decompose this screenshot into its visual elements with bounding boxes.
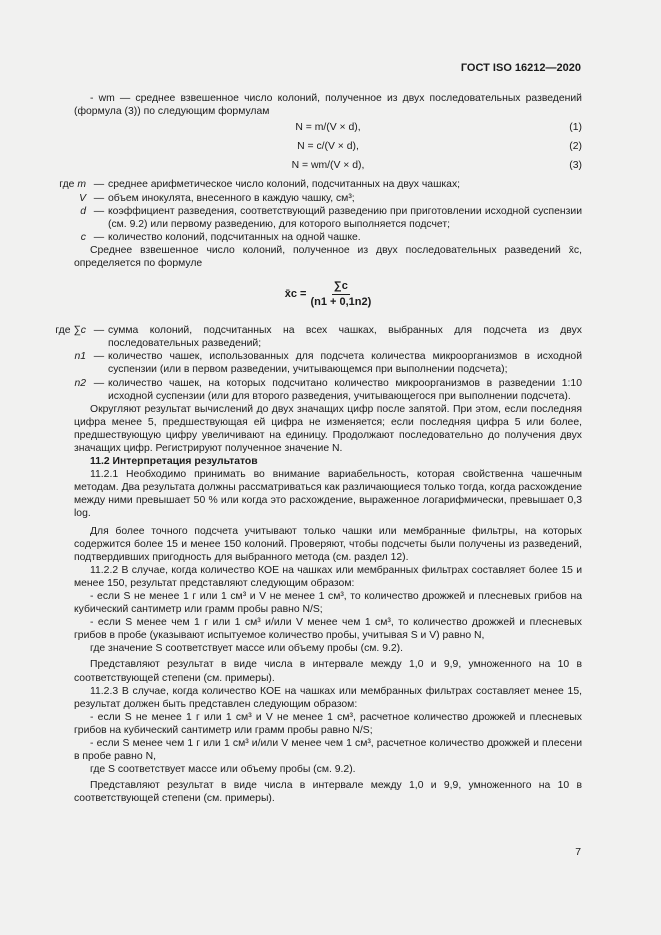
definition-symbol: n1 (74, 351, 86, 363)
equation-number: (2) (569, 141, 582, 153)
section-title: 11.2 Интерпретация результатов (90, 456, 258, 468)
definition-text: объем инокулята, внесенного в каждую чашку, см³; (108, 192, 355, 204)
equation-formula: N = c/(V × d), (297, 141, 359, 153)
equation-3 (74, 159, 582, 172)
definition-symbol: d (80, 205, 86, 217)
definition-symbol: ∑c (73, 325, 86, 337)
paragraph-11-2-3: 11.2.3 В случае, когда количество КОЕ на чашках или мембранных фильтрах составляет менее 15, результат должен быть представлен следующим образом: (74, 685, 582, 710)
paragraph: - если S не менее 1 г или 1 см³ и V не менее 1 см³, то количество дрожжей и плесневых грибов на кубический сантиметр или грамм пробы равно N/S; (74, 591, 582, 616)
document-id: ГОСТ ISO 16212—2020 (460, 62, 581, 74)
definition-text: среднее арифметическое число колоний, подсчитанных на двух чашках; (108, 179, 461, 191)
paragraph: - если S не менее 1 г или 1 см³ и V не менее 1 см³, расчетное количество дрожжей и плесневых грибов на кубический сантиметр или грамм пробы равно N/S; (74, 711, 582, 736)
definition-item: V — объем инокулята, внесенного в каждую чашку, см³; (48, 192, 582, 205)
definition-item: n1 — количество чашек, использованных для подсчета количества микроорганизмов в исходной суспензии (или в первом разведении, учитывающемся при выполнении подсчета); (48, 350, 582, 376)
definition-text: коэффициент разведения, соответствующий разведению при приготовлении исходной суспензии (см. 9.2) или первому разведению, для которого выполняется подсчет; (108, 205, 582, 230)
equation-number: (3) (569, 160, 582, 172)
intro-paragraph: - wm — среднее взвешенное число колоний, полученное из двух последовательных разведений (формула (3)) по следующим формулам (74, 93, 582, 118)
definition-item: где ∑c — сумма колоний, подсчитанных на всех чашках, выбранных для подсчета из двух последовательных разведений; (55, 325, 582, 350)
definitions-list-1 (48, 178, 582, 243)
equation-number: (1) (569, 122, 582, 134)
formula-denominator: (n1 + 0,1n2) (310, 296, 372, 309)
definition-symbol: V (79, 192, 86, 204)
paragraph: Представляют результат в виде числа в интервале между 1,0 и 9,9, умноженного на 10 в соответствующей степени (см. примеры). (74, 780, 582, 805)
formula-lhs: x̄c = (284, 288, 307, 301)
definition-text: количество колоний, подсчитанных на одной чашке. (108, 231, 361, 243)
definition-symbol: n2 (74, 377, 86, 389)
paragraph: Для более точного подсчета учитывают только чашки или мембранные фильтры, на которых содержится более 15 и менее 150 колоний. Проверяют, чтобы подсчеты были получены из разведений, подтвердивших пригодность для выбранного метода (см. раздел 12). (74, 525, 582, 563)
equation-2 (74, 140, 582, 153)
definition-text: количество чашек, использованных для подсчета количества микроорганизмов в исходной суспензии (или в первом разведении, учитывающемся при выполнении подсчета); (108, 351, 582, 376)
equation-formula: N = wm/(V × d), (291, 160, 365, 172)
definition-symbol: m (77, 179, 86, 191)
definition-item: c — количество колоний, подсчитанных на одной чашке. (48, 231, 582, 244)
paragraph-11-2-1: 11.2.1 Необходимо принимать во внимание вариабельность, которая свойственна чашечным методам. Два результата должны рассматриваться как различающиеся только тогда, когда расхождение между ними превышает 50 % или когда это расхождение, выраженное логарифмически, превышает 0,3 log. (74, 469, 582, 520)
rounding-paragraph: Округляют результат вычислений до двух значащих цифр после запятой. При этом, если последняя цифра менее 5, предшествующая ей цифра не изменяется; если последняя цифра 5 или более, предшествующую цифру увеличивают на единицу. Продолжают последовательно до получения двух значащих цифр. Регистрируют полученное значение N. (74, 403, 582, 454)
equation-1 (74, 121, 582, 134)
paragraph: Представляют результат в виде числа в интервале между 1,0 и 9,9, умноженного на 10 в соответствующей степени (см. примеры). (74, 659, 582, 684)
paragraph: - если S менее чем 1 г или 1 см³ и/или V менее чем 1 см³, расчетное количество дрожжей и плесени в пробе равно N, (74, 738, 582, 763)
equation-formula: N = m/(V × d), (295, 122, 361, 134)
paragraph: где S соответствует массе или объему пробы (см. 9.2). (90, 764, 356, 776)
paragraph: где значение S соответствует массе или объему пробы (см. 9.2). (90, 643, 403, 655)
definition-prefix: где (59, 179, 75, 191)
definition-symbol: c (80, 231, 86, 243)
equation-list (74, 121, 582, 172)
definition-text: сумма колоний, подсчитанных на всех чашках, выбранных для подсчета из двух последовательных разведений; (108, 325, 582, 350)
definition-item: n2 — количество чашек, на которых подсчитано количество микроорганизмов в разведении 1:10 исходной суспензии (или для второго разведения, учитывающегося при выполнении подсчета). (48, 377, 582, 403)
page-number: 7 (575, 847, 581, 858)
document-body (55, 92, 582, 806)
definition-item: d — коэффициент разведения, соответствующий разведению при приготовлении исходной суспензии (см. 9.2) или первому разведению, для которого выполняется подсчет; (48, 205, 582, 231)
definition-text: количество чашек, на которых подсчитано количество микроорганизмов в разведении 1:10 исходной суспензии (или для второго разведения, учитывающегося при выполнении подсчета). (108, 377, 582, 402)
definition-prefix: где (55, 325, 71, 337)
weighted-paragraph: Среднее взвешенное число колоний, полученное из двух последовательных разведений x̄c, определяется по формуле (74, 244, 582, 270)
paragraph: - если S менее чем 1 г или 1 см³ и/или V менее чем 1 см³, то количество дрожжей и плесневых грибов в пробе (указывают испытуемое количество пробы, учитывая S и V) равно N, (74, 617, 582, 642)
definition-item: где m — среднее арифметическое число колоний, подсчитанных на двух чашках; (48, 178, 582, 191)
formula-numerator: ∑c (332, 280, 350, 295)
paragraph-11-2-2: 11.2.2 В случае, когда количество КОЕ на чашках или мембранных фильтрах составляет более 15 и менее 150, результат представляют следующим образом: (74, 564, 582, 589)
weighted-formula (74, 280, 582, 312)
definitions-list-2 (48, 324, 582, 403)
